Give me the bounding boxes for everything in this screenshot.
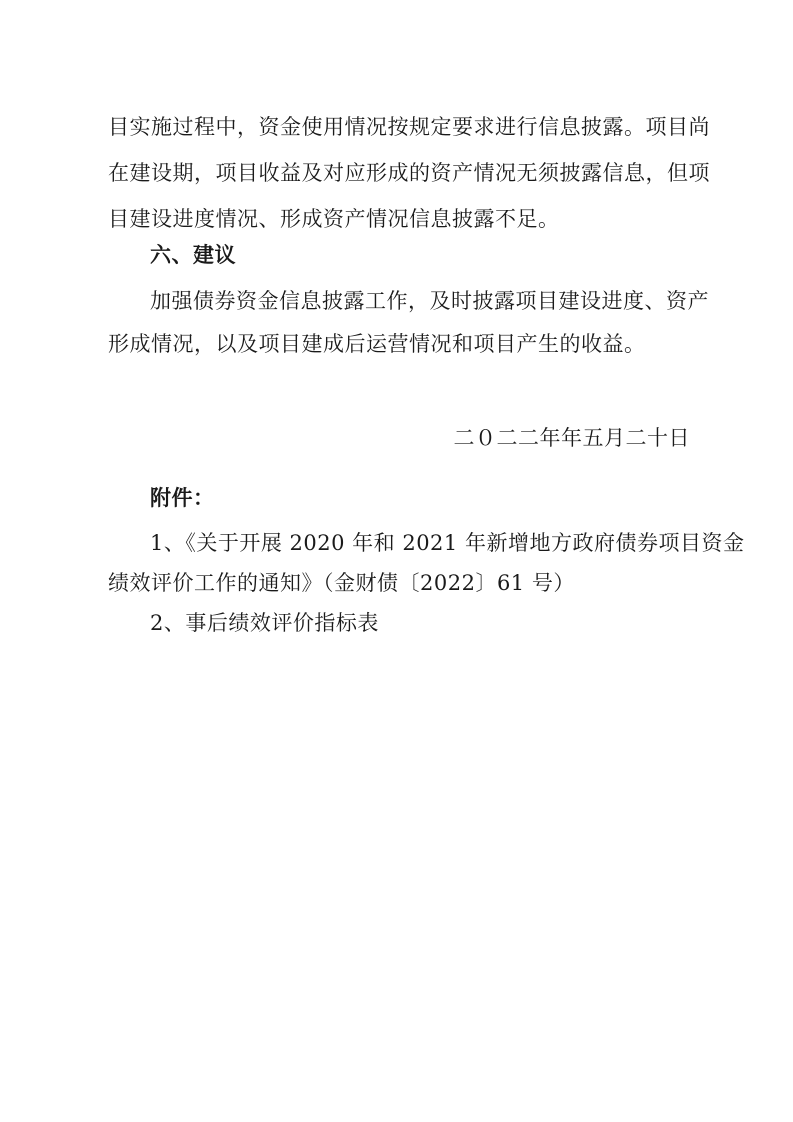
paragraph-line: 目实施过程中，资金使用情况按规定要求进行信息披露。项目尚: [108, 115, 710, 139]
section-heading: 六、建议: [150, 243, 236, 267]
attachment-item: 1、《关于开展 2020 年和 2021 年新增地方政府债券项目资金: [150, 531, 745, 555]
paragraph-line: 形成情况，以及项目建成后运营情况和项目产生的收益。: [108, 332, 646, 356]
attachment-item: 2、事后绩效评价指标表: [150, 611, 379, 635]
attachments-heading: 附件：: [150, 486, 215, 510]
attachment-item-continuation: 绩效评价工作的通知》（金财债〔2022〕61 号）: [108, 571, 575, 595]
paragraph-line: 在建设期，项目收益及对应形成的资产情况无须披露信息，但项: [108, 161, 710, 185]
document-date: 二０二二年年五月二十日: [453, 426, 690, 450]
paragraph-line: 加强债券资金信息披露工作，及时披露项目建设进度、资产: [150, 289, 709, 313]
paragraph-line: 目建设进度情况、形成资产情况信息披露不足。: [108, 207, 560, 231]
